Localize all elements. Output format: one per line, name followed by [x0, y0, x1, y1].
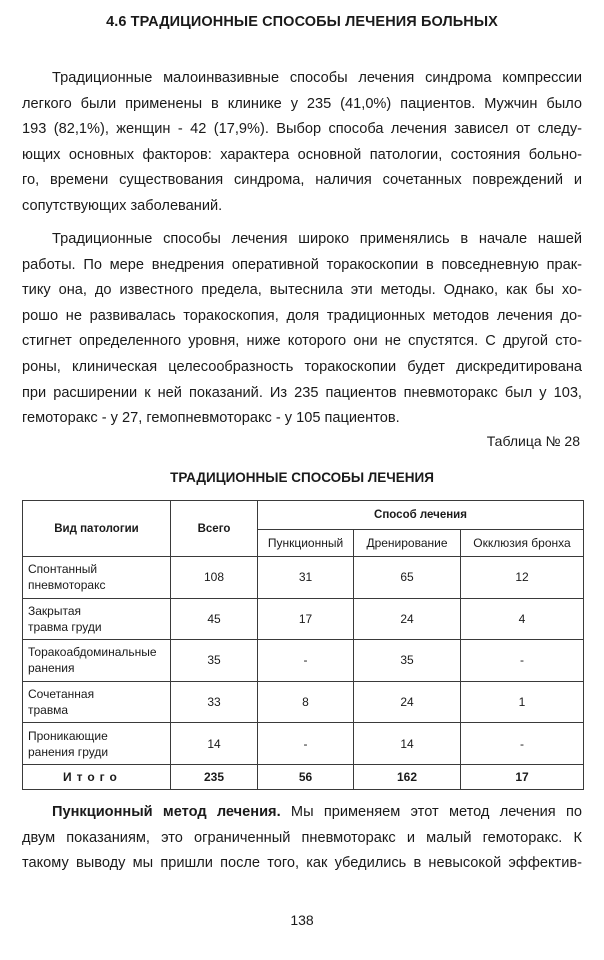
cell-puncture: - — [258, 640, 354, 682]
row-name-cell — [23, 640, 171, 682]
cell-occlusion: - — [461, 640, 584, 682]
paragraph-line: Традиционные малоинвазивные способы лечения синдрома компрессии — [52, 70, 582, 86]
row-name-line: травма — [28, 703, 69, 718]
paragraph-line: при расширении к ней показаний. Из 235 пациентов пневмоторакс был у 103, — [22, 384, 582, 401]
cell-occlusion: 1 — [461, 681, 584, 723]
cell-puncture: - — [258, 723, 354, 765]
paragraph-line: ющих основных факторов: характера основной патологии, состояния больно- — [22, 146, 582, 163]
paragraph-line: стигнет определенного уровня, ниже которого они не спустятся. С другой сто- — [22, 333, 582, 350]
total-puncture: 56 — [258, 765, 354, 790]
table-row — [23, 723, 584, 765]
cell-total: 35 — [171, 640, 258, 682]
cell-puncture: 31 — [258, 557, 354, 599]
paragraph-line-text: Мы применяем этот метод лечения по — [280, 804, 582, 820]
row-name-cell — [23, 557, 171, 599]
paragraph-line: роны, клиническая целесообразность торакоскопии будет дискредитирована — [22, 358, 582, 375]
row-name-line: Торакоабдоминальные — [28, 645, 157, 660]
paragraph-line: работы. По мере внедрения оперативной торакоскопии в повседневную прак- — [22, 256, 582, 273]
table-row — [23, 557, 584, 599]
table-row — [23, 681, 584, 723]
header-method-occlusion: Окклюзия бронха — [461, 530, 584, 557]
paragraph-line: рошо не развивалась торакоскопия, доля традиционных методов лечения до- — [22, 307, 582, 324]
header-method-drainage: Дренирование — [354, 530, 461, 557]
row-name-line: пневмоторакс — [28, 578, 106, 593]
row-name-line: Проникающие — [28, 728, 108, 743]
row-name-cell — [23, 681, 171, 723]
cell-puncture: 8 — [258, 681, 354, 723]
paragraph-lead: Пункционный метод лечения. — [52, 804, 281, 820]
cell-total: 33 — [171, 681, 258, 723]
cell-total: 45 — [171, 598, 258, 640]
table-row — [23, 598, 584, 640]
cell-occlusion: 4 — [461, 598, 584, 640]
cell-drainage: 65 — [354, 557, 461, 599]
cell-total: 108 — [171, 557, 258, 599]
cell-drainage: 14 — [354, 723, 461, 765]
cell-occlusion: 12 — [461, 557, 584, 599]
paragraph-line: такому выводу мы пришли после того, как убедились в невысокой эффектив- — [22, 855, 582, 872]
paragraph-line: двум показаниям, это ограниченный пневмоторакс и малый гемоторакс. К — [22, 829, 582, 846]
table-row — [23, 640, 584, 682]
row-name-cell — [23, 598, 171, 640]
table-number: Таблица № 28 — [486, 433, 580, 449]
paragraph-line — [22, 800, 582, 826]
cell-drainage: 24 — [354, 598, 461, 640]
section-heading: 4.6 ТРАДИЦИОННЫЕ СПОСОБЫ ЛЕЧЕНИЯ БОЛЬНЫХ — [106, 14, 498, 30]
header-method-puncture: Пункционный — [258, 530, 354, 557]
cell-drainage: 24 — [354, 681, 461, 723]
paragraph-line: тику она, до известного предела, вытеснила эти методы. Однако, как бы хо- — [22, 282, 582, 299]
cell-total: 14 — [171, 723, 258, 765]
row-name-line: Спонтанный — [28, 562, 98, 577]
total-occlusion: 17 — [461, 765, 584, 790]
row-name-line: травма груди — [28, 619, 102, 634]
page-number: 138 — [290, 912, 314, 928]
paragraph-line: легкого были применены в клинике у 235 (41,0%) пациентов. Мужчин было — [22, 95, 582, 112]
paragraph-line: го, времени существования синдрома, наличия сочетанных повреждений и — [22, 172, 582, 189]
row-name-line: Сочетанная — [28, 687, 95, 702]
treatment-methods-table — [22, 500, 584, 790]
cell-puncture: 17 — [258, 598, 354, 640]
total-all: 235 — [171, 765, 258, 790]
table-title: ТРАДИЦИОННЫЕ СПОСОБЫ ЛЕЧЕНИЯ — [170, 470, 434, 485]
paragraph-2 — [22, 227, 582, 432]
paragraph-line: сопутствующих заболеваний. — [22, 197, 223, 214]
table-header-row — [23, 501, 584, 530]
paragraph-1 — [22, 66, 582, 220]
cell-drainage: 35 — [354, 640, 461, 682]
table-total-row — [23, 765, 584, 790]
row-name-cell — [23, 723, 171, 765]
row-name-line: ранения груди — [28, 744, 109, 759]
row-name-line: Закрытая — [28, 603, 82, 618]
paragraph-line: Традиционные способы лечения широко применялись в начале нашей — [52, 231, 582, 247]
header-pathology: Вид патологии — [23, 501, 171, 557]
paragraph-3 — [22, 800, 582, 877]
header-method-group: Способ лечения — [258, 501, 584, 530]
cell-occlusion: - — [461, 723, 584, 765]
paragraph-line: 193 (82,1%), женщин - 42 (17,9%). Выбор способа лечения зависел от следу- — [22, 121, 582, 138]
total-drainage: 162 — [354, 765, 461, 790]
header-total: Всего — [171, 501, 258, 557]
row-name-line: ранения — [28, 661, 75, 676]
paragraph-line: гемоторакс - у 27, гемопневмоторакс - у 105 пациентов. — [22, 410, 400, 427]
total-label: Итого — [23, 765, 171, 790]
